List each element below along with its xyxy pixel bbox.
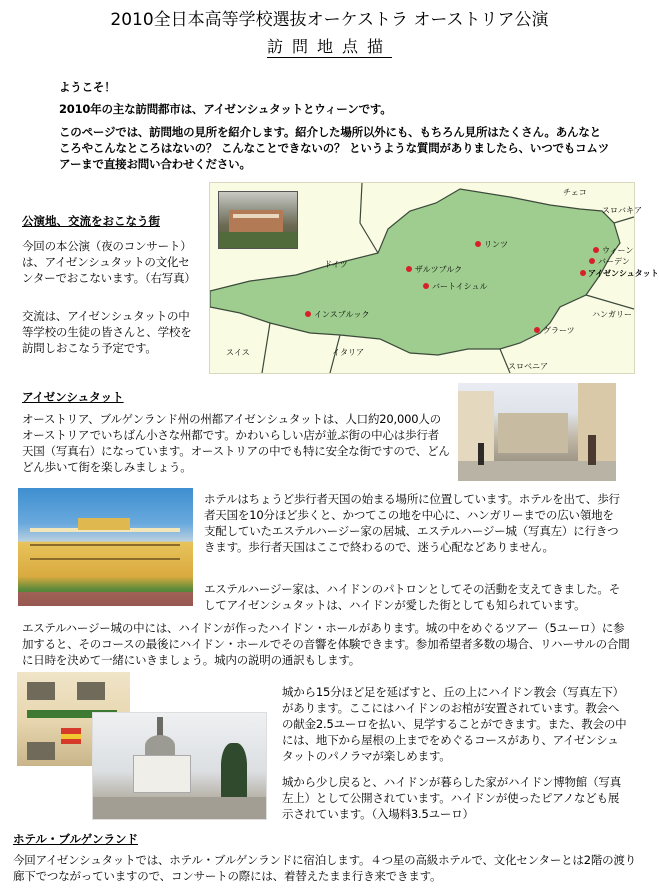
label-hungary: ハンガリー xyxy=(592,310,632,319)
eisenstadt-paragraph-2: ホテルはちょうど歩行者天国の始まる場所に位置しています。ホテルを出て、歩行者天国を10分ほど歩くと、かつてこの地を中心に、ハンガリーまでの広い領地を支配していたエステルハージー家の居城、エステルハージー城（写真左）に行きつきます。歩行者天国はここで終わるので、迷う心配などありません。 xyxy=(204,492,620,554)
border-germany xyxy=(360,183,378,253)
eisenstadt-paragraph-6: 城から少し戻ると、ハイドンが暮らした家がハイドン博物館（写真左上）として公開されています。ハイドンが使ったピアノなども展示されています。（入場料3.5ユーロ） xyxy=(282,775,621,821)
city-label-eisenstadt: アイゼンシュタット xyxy=(588,269,659,278)
city-marker-eisenstadt[interactable] xyxy=(580,270,586,276)
city-label-baden: バーデン xyxy=(598,257,630,266)
esterhazy-palace-photo xyxy=(18,488,193,606)
eisenstadt-paragraph-3: エステルハージー家は、ハイドンのパトロンとしてその活動を支えてきました。そしてアイゼンシュタットは、ハイドンが愛した街としても知られています。 xyxy=(204,582,621,612)
haydn-church-photo xyxy=(92,712,267,820)
page-title: 2010全日本高等学校選抜オーケストラ オーストリア公演 xyxy=(110,10,549,30)
section-heading-concert: 公演地、交流をおこなう街 xyxy=(22,214,160,228)
label-italy: イタリア xyxy=(332,348,364,357)
greeting: ようこそ！ xyxy=(59,80,116,94)
eisenstadt-paragraph-4: エステルハージー城の中には、ハイドンが作ったハイドン・ホールがあります。城の中をめぐるツアー（5ユーロ）に参加すると、そのコースの最後にハイドン・ホールでその音響を体験できます。参加希望者多数の場合、リハーサルの合間に日時を決めて一緒にいきましょう。城内の説明の通訳もします。 xyxy=(22,621,630,667)
concert-paragraph-1: 今回の本公演（夜のコンサート）は、アイゼンシュタットの文化センターでおこないます。（右写真） xyxy=(22,239,196,285)
city-marker-linz[interactable] xyxy=(475,241,481,247)
city-marker-graz[interactable] xyxy=(534,327,540,333)
border-slovakia xyxy=(614,217,634,223)
main-cities: 2010年の主な訪問都市は、アイゼンシュタットとウィーンです。 xyxy=(59,102,392,116)
label-germany: ドイツ xyxy=(324,260,348,269)
page-subtitle xyxy=(0,34,659,57)
city-label-graz: グラーツ xyxy=(543,326,575,335)
label-czech: チェコ xyxy=(563,188,587,197)
austria-map xyxy=(209,182,659,374)
city-label-wien: ウィーン xyxy=(602,246,634,255)
city-label-salzburg: ザルツブルク xyxy=(415,265,463,274)
subtitle-text: 訪問地点描 xyxy=(266,37,392,56)
concert-paragraph-2: 交流は、アイゼンシュタットの中等学校の生徒の皆さんと、学校を訪問しおこなう予定です。 xyxy=(22,309,192,355)
city-label-linz: リンツ xyxy=(484,240,508,249)
city-marker-wien[interactable] xyxy=(593,247,599,253)
city-label-bad-ischl: バートイシュル xyxy=(432,282,488,291)
border-hungary xyxy=(586,295,634,309)
city-marker-salzburg[interactable] xyxy=(406,266,412,272)
intro-text: このページでは、訪問地の見所を紹介します。紹介した場所以外にも、もちろん見所はたくさん。あんなところやこんなところはないの？ こんなことできないの？ というような質問がありましたら、いつでもコムツアーまで直接お問い合わせください。 xyxy=(59,125,610,171)
label-slovenia: スロベニア xyxy=(508,362,548,371)
border-swiss xyxy=(262,323,270,373)
label-swiss: スイス xyxy=(226,348,250,357)
pedestrian-street-photo xyxy=(458,383,616,481)
eisenstadt-paragraph-5: 城から15分ほど足を延ばすと、丘の上にハイドン教会（写真左下）があります。ここにはハイドンのお棺が安置されています。教会への献金2.5ユーロを払い、見学することができます。また、教会の中には、地下から屋根の上までをめぐるコースがあり、アイゼンシュタットのパノラマが楽しめます。 xyxy=(282,685,627,763)
eisenstadt-paragraph-1: オーストリア、ブルゲンランド州の州都アイゼンシュタットは、人口約20,000人のオーストリアでいちばん小さな州都です。かわいらしい店が並ぶ街の中心は歩行者天国（写真右）になっています。オーストリアの中でも特に安全な街ですので、どんどん歩いて街を楽しみましょう。 xyxy=(22,412,450,474)
city-marker-innsbruck[interactable] xyxy=(305,311,311,317)
section-heading-hotel: ホテル・ブルゲンランド xyxy=(13,832,139,846)
city-marker-bad-ischl[interactable] xyxy=(423,283,429,289)
culture-center-photo xyxy=(218,191,298,249)
section-heading-eisenstadt: アイゼンシュタット xyxy=(22,390,124,404)
city-marker-baden[interactable] xyxy=(589,258,595,264)
hotel-paragraph-1: 今回アイゼンシュタットでは、ホテル・ブルゲンランドに宿泊します。４つ星の高級ホテルで、文化センターとは2階の渡り廊下でつながっていますので、コンサートの際には、着替えたまま行き来できます。 xyxy=(13,853,637,883)
city-label-innsbruck: インスブルック xyxy=(314,310,370,319)
label-slovakia: スロバキア xyxy=(602,206,642,215)
